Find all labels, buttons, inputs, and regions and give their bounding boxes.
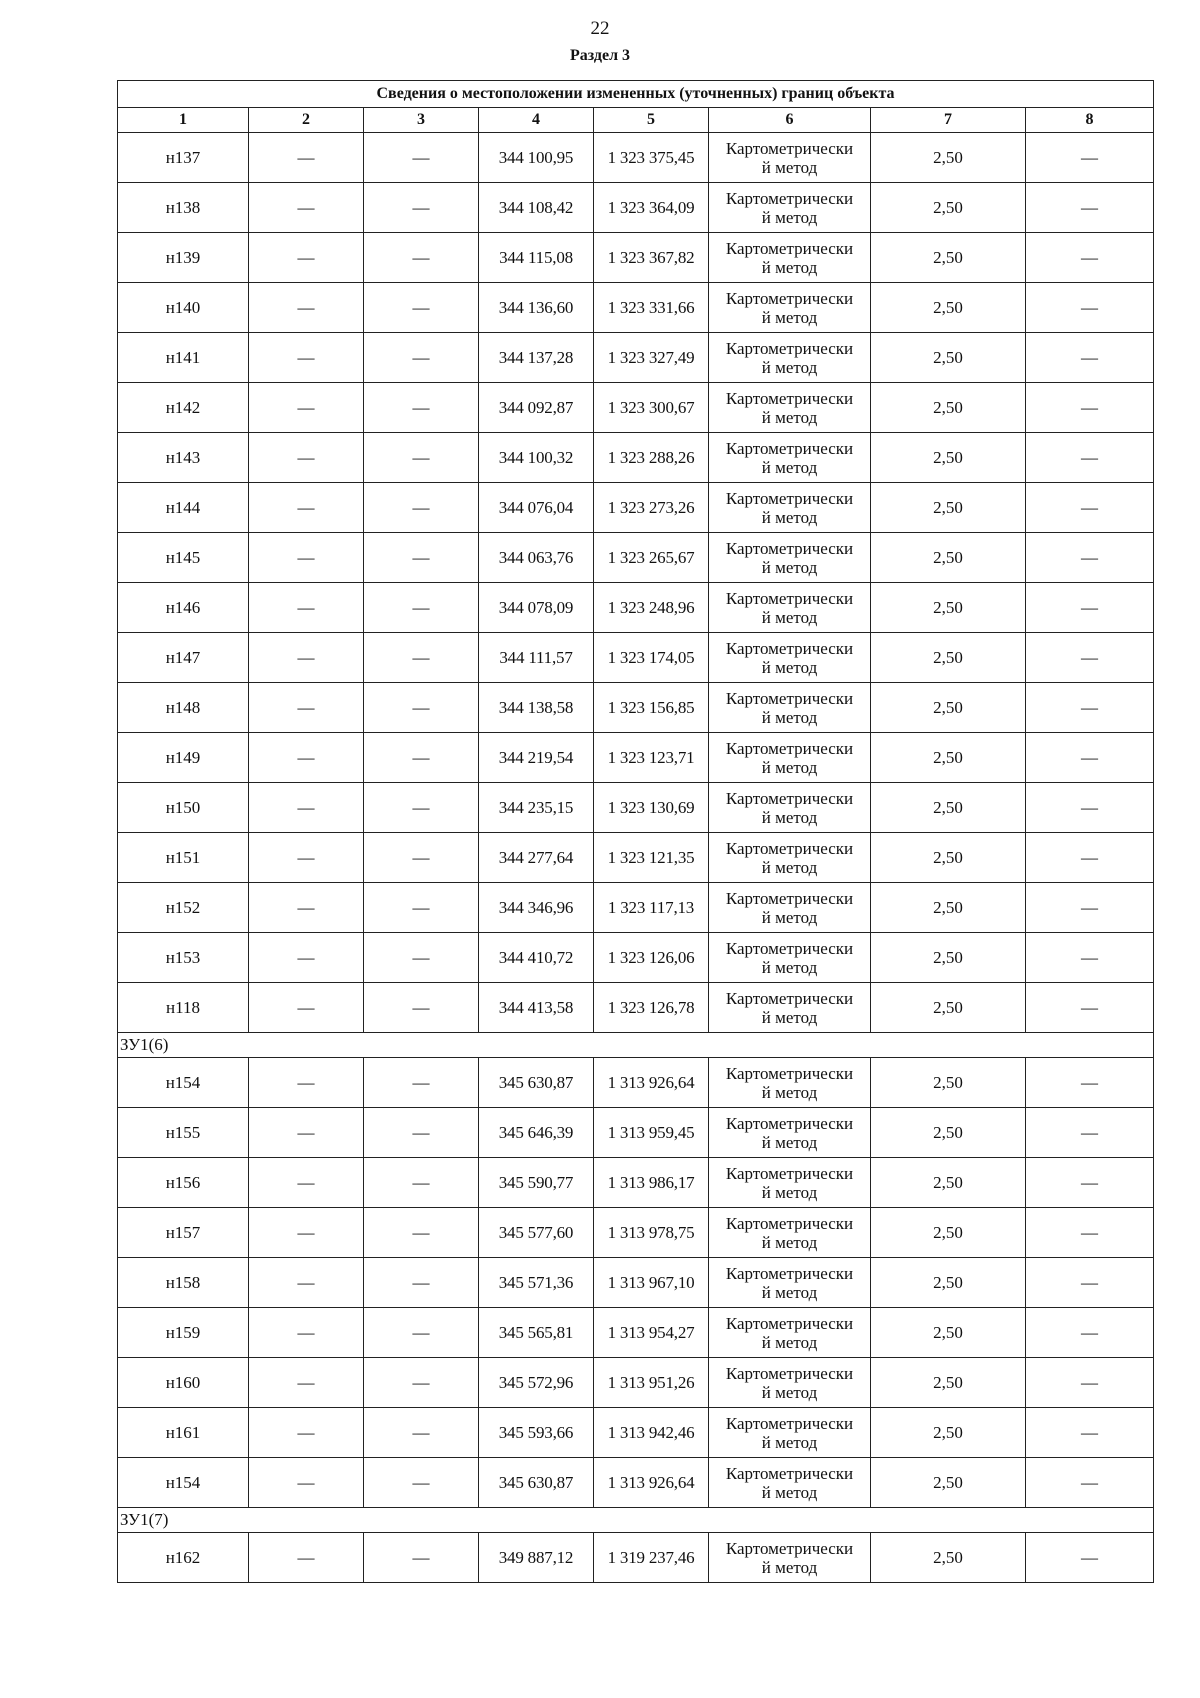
table-row xyxy=(118,433,1154,483)
x-coordinate-cell: 344 346,96 xyxy=(479,883,594,933)
col3-cell: — xyxy=(364,1358,479,1408)
method-cell: Картометрически й метод xyxy=(709,283,871,333)
table-row xyxy=(118,533,1154,583)
col3-cell: — xyxy=(364,1058,479,1108)
y-coordinate-cell: 1 313 959,45 xyxy=(594,1108,709,1158)
col8-cell: — xyxy=(1026,1108,1154,1158)
point-name-cell: н149 xyxy=(118,733,249,783)
column-number: 3 xyxy=(364,108,479,133)
col2-cell: — xyxy=(249,633,364,683)
col2-cell: — xyxy=(249,1058,364,1108)
x-coordinate-cell: 344 138,58 xyxy=(479,683,594,733)
accuracy-cell: 2,50 xyxy=(871,1108,1026,1158)
column-number: 6 xyxy=(709,108,871,133)
x-coordinate-cell: 344 136,60 xyxy=(479,283,594,333)
table-row xyxy=(118,1058,1154,1108)
table-row xyxy=(118,783,1154,833)
accuracy-cell: 2,50 xyxy=(871,383,1026,433)
x-coordinate-cell: 344 100,95 xyxy=(479,133,594,183)
method-cell: Картометрически й метод xyxy=(709,1108,871,1158)
y-coordinate-cell: 1 313 926,64 xyxy=(594,1058,709,1108)
table-row xyxy=(118,733,1154,783)
col2-cell: — xyxy=(249,883,364,933)
page-number: 22 xyxy=(590,18,610,39)
col2-cell: — xyxy=(249,583,364,633)
method-cell: Картометрически й метод xyxy=(709,633,871,683)
x-coordinate-cell: 344 219,54 xyxy=(479,733,594,783)
col3-cell: — xyxy=(364,733,479,783)
point-name-cell: н118 xyxy=(118,983,249,1033)
method-cell: Картометрически й метод xyxy=(709,333,871,383)
accuracy-cell: 2,50 xyxy=(871,133,1026,183)
point-name-cell: н153 xyxy=(118,933,249,983)
col3-cell: — xyxy=(364,1258,479,1308)
column-number: 1 xyxy=(118,108,249,133)
point-name-cell: н139 xyxy=(118,233,249,283)
col3-cell: — xyxy=(364,283,479,333)
col2-cell: — xyxy=(249,1258,364,1308)
col3-cell: — xyxy=(364,1308,479,1358)
col2-cell: — xyxy=(249,1208,364,1258)
table-row xyxy=(118,483,1154,533)
table-row xyxy=(118,583,1154,633)
point-name-cell: н155 xyxy=(118,1108,249,1158)
y-coordinate-cell: 1 313 967,10 xyxy=(594,1258,709,1308)
col8-cell: — xyxy=(1026,1408,1154,1458)
point-name-cell: н146 xyxy=(118,583,249,633)
x-coordinate-cell: 344 410,72 xyxy=(479,933,594,983)
x-coordinate-cell: 345 630,87 xyxy=(479,1058,594,1108)
col8-cell: — xyxy=(1026,733,1154,783)
table-row xyxy=(118,1258,1154,1308)
x-coordinate-cell: 345 646,39 xyxy=(479,1108,594,1158)
col3-cell: — xyxy=(364,1158,479,1208)
col3-cell: — xyxy=(364,983,479,1033)
boundary-table xyxy=(117,80,1154,1583)
method-cell: Картометрически й метод xyxy=(709,1533,871,1583)
col3-cell: — xyxy=(364,533,479,583)
col8-cell: — xyxy=(1026,1358,1154,1408)
y-coordinate-cell: 1 323 300,67 xyxy=(594,383,709,433)
col2-cell: — xyxy=(249,833,364,883)
method-cell: Картометрически й метод xyxy=(709,683,871,733)
y-coordinate-cell: 1 323 117,13 xyxy=(594,883,709,933)
accuracy-cell: 2,50 xyxy=(871,783,1026,833)
accuracy-cell: 2,50 xyxy=(871,1458,1026,1508)
col2-cell: — xyxy=(249,783,364,833)
x-coordinate-cell: 344 277,64 xyxy=(479,833,594,883)
y-coordinate-cell: 1 313 942,46 xyxy=(594,1408,709,1458)
method-cell: Картометрически й метод xyxy=(709,883,871,933)
accuracy-cell: 2,50 xyxy=(871,1158,1026,1208)
y-coordinate-cell: 1 323 126,78 xyxy=(594,983,709,1033)
accuracy-cell: 2,50 xyxy=(871,633,1026,683)
col3-cell: — xyxy=(364,883,479,933)
table-title-row xyxy=(118,81,1154,108)
y-coordinate-cell: 1 323 288,26 xyxy=(594,433,709,483)
col3-cell: — xyxy=(364,1408,479,1458)
column-number: 4 xyxy=(479,108,594,133)
method-cell: Картометрически й метод xyxy=(709,1158,871,1208)
x-coordinate-cell: 344 137,28 xyxy=(479,333,594,383)
point-name-cell: н158 xyxy=(118,1258,249,1308)
col2-cell: — xyxy=(249,133,364,183)
accuracy-cell: 2,50 xyxy=(871,1533,1026,1583)
table-row xyxy=(118,183,1154,233)
group-header-row xyxy=(118,1033,1154,1058)
col3-cell: — xyxy=(364,683,479,733)
point-name-cell: н160 xyxy=(118,1358,249,1408)
col2-cell: — xyxy=(249,433,364,483)
y-coordinate-cell: 1 323 126,06 xyxy=(594,933,709,983)
x-coordinate-cell: 345 577,60 xyxy=(479,1208,594,1258)
point-name-cell: н162 xyxy=(118,1533,249,1583)
point-name-cell: н154 xyxy=(118,1458,249,1508)
method-cell: Картометрически й метод xyxy=(709,1058,871,1108)
method-cell: Картометрически й метод xyxy=(709,383,871,433)
accuracy-cell: 2,50 xyxy=(871,433,1026,483)
accuracy-cell: 2,50 xyxy=(871,1308,1026,1358)
method-cell: Картометрически й метод xyxy=(709,933,871,983)
col8-cell: — xyxy=(1026,383,1154,433)
method-cell: Картометрически й метод xyxy=(709,1308,871,1358)
accuracy-cell: 2,50 xyxy=(871,1408,1026,1458)
x-coordinate-cell: 344 235,15 xyxy=(479,783,594,833)
y-coordinate-cell: 1 313 986,17 xyxy=(594,1158,709,1208)
point-name-cell: н141 xyxy=(118,333,249,383)
accuracy-cell: 2,50 xyxy=(871,733,1026,783)
method-cell: Картометрически й метод xyxy=(709,1408,871,1458)
col2-cell: — xyxy=(249,1408,364,1458)
accuracy-cell: 2,50 xyxy=(871,233,1026,283)
col3-cell: — xyxy=(364,583,479,633)
accuracy-cell: 2,50 xyxy=(871,1358,1026,1408)
col3-cell: — xyxy=(364,1533,479,1583)
col2-cell: — xyxy=(249,283,364,333)
table-row xyxy=(118,283,1154,333)
point-name-cell: н138 xyxy=(118,183,249,233)
col3-cell: — xyxy=(364,483,479,533)
col8-cell: — xyxy=(1026,833,1154,883)
col8-cell: — xyxy=(1026,883,1154,933)
col3-cell: — xyxy=(364,133,479,183)
table-row xyxy=(118,1158,1154,1208)
method-cell: Картометрически й метод xyxy=(709,733,871,783)
y-coordinate-cell: 1 323 265,67 xyxy=(594,533,709,583)
accuracy-cell: 2,50 xyxy=(871,1258,1026,1308)
col8-cell: — xyxy=(1026,1533,1154,1583)
y-coordinate-cell: 1 323 273,26 xyxy=(594,483,709,533)
group-label: ЗУ1(6) xyxy=(118,1033,1154,1058)
method-cell: Картометрически й метод xyxy=(709,433,871,483)
col8-cell: — xyxy=(1026,683,1154,733)
col8-cell: — xyxy=(1026,1308,1154,1358)
col8-cell: — xyxy=(1026,333,1154,383)
accuracy-cell: 2,50 xyxy=(871,1208,1026,1258)
table-row xyxy=(118,1458,1154,1508)
col8-cell: — xyxy=(1026,1458,1154,1508)
point-name-cell: н151 xyxy=(118,833,249,883)
col2-cell: — xyxy=(249,533,364,583)
col2-cell: — xyxy=(249,483,364,533)
col8-cell: — xyxy=(1026,983,1154,1033)
method-cell: Картометрически й метод xyxy=(709,233,871,283)
group-header-row xyxy=(118,1508,1154,1533)
point-name-cell: н145 xyxy=(118,533,249,583)
table-row xyxy=(118,133,1154,183)
x-coordinate-cell: 345 572,96 xyxy=(479,1358,594,1408)
col8-cell: — xyxy=(1026,1258,1154,1308)
col2-cell: — xyxy=(249,233,364,283)
col8-cell: — xyxy=(1026,1058,1154,1108)
col2-cell: — xyxy=(249,1533,364,1583)
table-row xyxy=(118,833,1154,883)
col8-cell: — xyxy=(1026,1158,1154,1208)
column-number: 5 xyxy=(594,108,709,133)
accuracy-cell: 2,50 xyxy=(871,883,1026,933)
table-row xyxy=(118,1108,1154,1158)
table-row xyxy=(118,1358,1154,1408)
table-row xyxy=(118,1533,1154,1583)
col8-cell: — xyxy=(1026,283,1154,333)
point-name-cell: н161 xyxy=(118,1408,249,1458)
col8-cell: — xyxy=(1026,183,1154,233)
point-name-cell: н159 xyxy=(118,1308,249,1358)
y-coordinate-cell: 1 323 248,96 xyxy=(594,583,709,633)
table-row xyxy=(118,633,1154,683)
table-title: Сведения о местоположении измененных (уточненных) границ объекта xyxy=(118,81,1154,108)
col8-cell: — xyxy=(1026,783,1154,833)
table-row xyxy=(118,1308,1154,1358)
method-cell: Картометрически й метод xyxy=(709,983,871,1033)
col8-cell: — xyxy=(1026,233,1154,283)
table-body xyxy=(118,81,1154,1583)
section-title: Раздел 3 xyxy=(569,47,631,64)
table-row xyxy=(118,383,1154,433)
method-cell: Картометрически й метод xyxy=(709,1358,871,1408)
y-coordinate-cell: 1 323 367,82 xyxy=(594,233,709,283)
x-coordinate-cell: 344 076,04 xyxy=(479,483,594,533)
col8-cell: — xyxy=(1026,533,1154,583)
y-coordinate-cell: 1 323 364,09 xyxy=(594,183,709,233)
x-coordinate-cell: 344 063,76 xyxy=(479,533,594,583)
col8-cell: — xyxy=(1026,633,1154,683)
col3-cell: — xyxy=(364,183,479,233)
accuracy-cell: 2,50 xyxy=(871,183,1026,233)
col8-cell: — xyxy=(1026,583,1154,633)
method-cell: Картометрически й метод xyxy=(709,833,871,883)
point-name-cell: н154 xyxy=(118,1058,249,1108)
method-cell: Картометрически й метод xyxy=(709,483,871,533)
table-row xyxy=(118,683,1154,733)
col8-cell: — xyxy=(1026,933,1154,983)
point-name-cell: н150 xyxy=(118,783,249,833)
group-label: ЗУ1(7) xyxy=(118,1508,1154,1533)
col3-cell: — xyxy=(364,233,479,283)
col8-cell: — xyxy=(1026,483,1154,533)
col3-cell: — xyxy=(364,783,479,833)
y-coordinate-cell: 1 323 174,05 xyxy=(594,633,709,683)
accuracy-cell: 2,50 xyxy=(871,683,1026,733)
column-number: 8 xyxy=(1026,108,1154,133)
col2-cell: — xyxy=(249,383,364,433)
x-coordinate-cell: 349 887,12 xyxy=(479,1533,594,1583)
col3-cell: — xyxy=(364,633,479,683)
method-cell: Картометрически й метод xyxy=(709,783,871,833)
method-cell: Картометрически й метод xyxy=(709,1458,871,1508)
accuracy-cell: 2,50 xyxy=(871,533,1026,583)
method-cell: Картометрически й метод xyxy=(709,133,871,183)
column-number: 7 xyxy=(871,108,1026,133)
point-name-cell: н157 xyxy=(118,1208,249,1258)
point-name-cell: н140 xyxy=(118,283,249,333)
accuracy-cell: 2,50 xyxy=(871,983,1026,1033)
accuracy-cell: 2,50 xyxy=(871,833,1026,883)
y-coordinate-cell: 1 323 123,71 xyxy=(594,733,709,783)
x-coordinate-cell: 344 111,57 xyxy=(479,633,594,683)
col2-cell: — xyxy=(249,683,364,733)
x-coordinate-cell: 344 115,08 xyxy=(479,233,594,283)
col3-cell: — xyxy=(364,1108,479,1158)
y-coordinate-cell: 1 323 327,49 xyxy=(594,333,709,383)
y-coordinate-cell: 1 313 954,27 xyxy=(594,1308,709,1358)
col2-cell: — xyxy=(249,1308,364,1358)
col3-cell: — xyxy=(364,333,479,383)
accuracy-cell: 2,50 xyxy=(871,1058,1026,1108)
col3-cell: — xyxy=(364,383,479,433)
point-name-cell: н147 xyxy=(118,633,249,683)
col3-cell: — xyxy=(364,833,479,883)
point-name-cell: н152 xyxy=(118,883,249,933)
y-coordinate-cell: 1 319 237,46 xyxy=(594,1533,709,1583)
table-row xyxy=(118,233,1154,283)
point-name-cell: н156 xyxy=(118,1158,249,1208)
table-row xyxy=(118,1208,1154,1258)
col3-cell: — xyxy=(364,933,479,983)
col2-cell: — xyxy=(249,1358,364,1408)
y-coordinate-cell: 1 313 926,64 xyxy=(594,1458,709,1508)
col2-cell: — xyxy=(249,933,364,983)
accuracy-cell: 2,50 xyxy=(871,283,1026,333)
y-coordinate-cell: 1 323 331,66 xyxy=(594,283,709,333)
point-name-cell: н137 xyxy=(118,133,249,183)
method-cell: Картометрически й метод xyxy=(709,533,871,583)
col2-cell: — xyxy=(249,733,364,783)
accuracy-cell: 2,50 xyxy=(871,933,1026,983)
col8-cell: — xyxy=(1026,1208,1154,1258)
col3-cell: — xyxy=(364,1208,479,1258)
y-coordinate-cell: 1 313 978,75 xyxy=(594,1208,709,1258)
point-name-cell: н143 xyxy=(118,433,249,483)
col8-cell: — xyxy=(1026,433,1154,483)
column-number: 2 xyxy=(249,108,364,133)
table-row xyxy=(118,1408,1154,1458)
x-coordinate-cell: 345 571,36 xyxy=(479,1258,594,1308)
col2-cell: — xyxy=(249,333,364,383)
col8-cell: — xyxy=(1026,133,1154,183)
col2-cell: — xyxy=(249,1108,364,1158)
y-coordinate-cell: 1 323 130,69 xyxy=(594,783,709,833)
col2-cell: — xyxy=(249,1158,364,1208)
point-name-cell: н148 xyxy=(118,683,249,733)
col2-cell: — xyxy=(249,983,364,1033)
x-coordinate-cell: 344 108,42 xyxy=(479,183,594,233)
col3-cell: — xyxy=(364,433,479,483)
x-coordinate-cell: 345 590,77 xyxy=(479,1158,594,1208)
table-row xyxy=(118,883,1154,933)
x-coordinate-cell: 344 100,32 xyxy=(479,433,594,483)
accuracy-cell: 2,50 xyxy=(871,583,1026,633)
method-cell: Картометрически й метод xyxy=(709,183,871,233)
col2-cell: — xyxy=(249,183,364,233)
y-coordinate-cell: 1 323 156,85 xyxy=(594,683,709,733)
table-row xyxy=(118,933,1154,983)
y-coordinate-cell: 1 313 951,26 xyxy=(594,1358,709,1408)
table-row xyxy=(118,983,1154,1033)
x-coordinate-cell: 344 078,09 xyxy=(479,583,594,633)
point-name-cell: н144 xyxy=(118,483,249,533)
x-coordinate-cell: 345 565,81 xyxy=(479,1308,594,1358)
y-coordinate-cell: 1 323 121,35 xyxy=(594,833,709,883)
x-coordinate-cell: 344 413,58 xyxy=(479,983,594,1033)
accuracy-cell: 2,50 xyxy=(871,333,1026,383)
accuracy-cell: 2,50 xyxy=(871,483,1026,533)
x-coordinate-cell: 344 092,87 xyxy=(479,383,594,433)
method-cell: Картометрически й метод xyxy=(709,1208,871,1258)
col2-cell: — xyxy=(249,1458,364,1508)
table-row xyxy=(118,333,1154,383)
point-name-cell: н142 xyxy=(118,383,249,433)
col3-cell: — xyxy=(364,1458,479,1508)
method-cell: Картометрически й метод xyxy=(709,1258,871,1308)
x-coordinate-cell: 345 593,66 xyxy=(479,1408,594,1458)
y-coordinate-cell: 1 323 375,45 xyxy=(594,133,709,183)
column-number-row xyxy=(118,108,1154,133)
x-coordinate-cell: 345 630,87 xyxy=(479,1458,594,1508)
method-cell: Картометрически й метод xyxy=(709,583,871,633)
